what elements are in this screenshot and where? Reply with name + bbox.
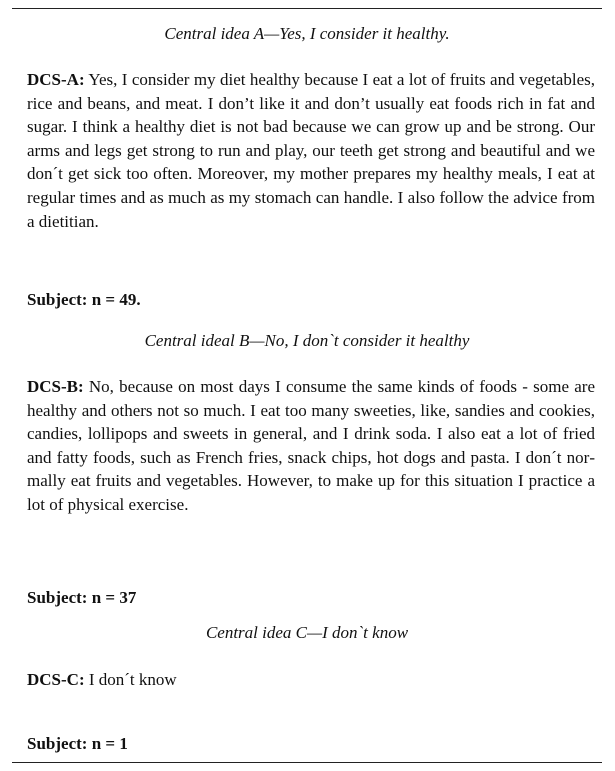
central-idea-a-heading: Central idea A—Yes, I consider it healthy. xyxy=(164,24,450,43)
dcs-b-label: DCS-B: xyxy=(27,377,84,396)
table-top-rule xyxy=(12,8,602,9)
dcs-c-paragraph xyxy=(27,668,595,692)
dcs-a-label: DCS-A: xyxy=(27,70,85,89)
central-idea-c-heading: Central idea C—I don`t know xyxy=(205,623,409,642)
subject-a-count: Subject: n = 49. xyxy=(27,290,141,309)
dcs-b-text: No, because on most days I consume the same kinds of foods - some are healthy and others not so much. I eat too many sweeties, like, sandies and cookies, candies, lollipops and sweets in general, and I drink soda. I also eat a lot of fried and fatty foods, such as French fries, snack chips, hot dogs and pasta. I don´t normally eat fruits and vegetables. However, to make up for this situation I practice a lot of physical exercise. xyxy=(27,377,595,514)
dcs-a-text: Yes, I consider my diet healthy because I eat a lot of fruits and vegetables, rice and beans, and meat. I don’t like it and don’t usually eat foods rich in fat and sugar. I think a healthy diet is not bad because we can grow up and be strong. Our arms and legs get strong to run and play, our teeth get strong and beautiful and we don´t get sick too often. Moreover, my mother prepares my healthy meals, I eat at regular times and as much as my stomach can handle. I also follow the advice from a dietitian. xyxy=(27,70,595,231)
dcs-c-text: I don´t know xyxy=(84,670,177,689)
dcs-c-label: DCS-C: xyxy=(27,670,85,689)
subject-c-count: Subject: n = 1 xyxy=(27,734,128,753)
dcs-a-paragraph xyxy=(27,68,595,233)
subject-b-count: Subject: n = 37 xyxy=(27,588,137,607)
dcs-b-paragraph xyxy=(27,375,595,517)
table-bottom-rule xyxy=(12,762,602,763)
central-idea-b-heading: Central ideal B—No, I don`t consider it healthy xyxy=(144,331,470,350)
